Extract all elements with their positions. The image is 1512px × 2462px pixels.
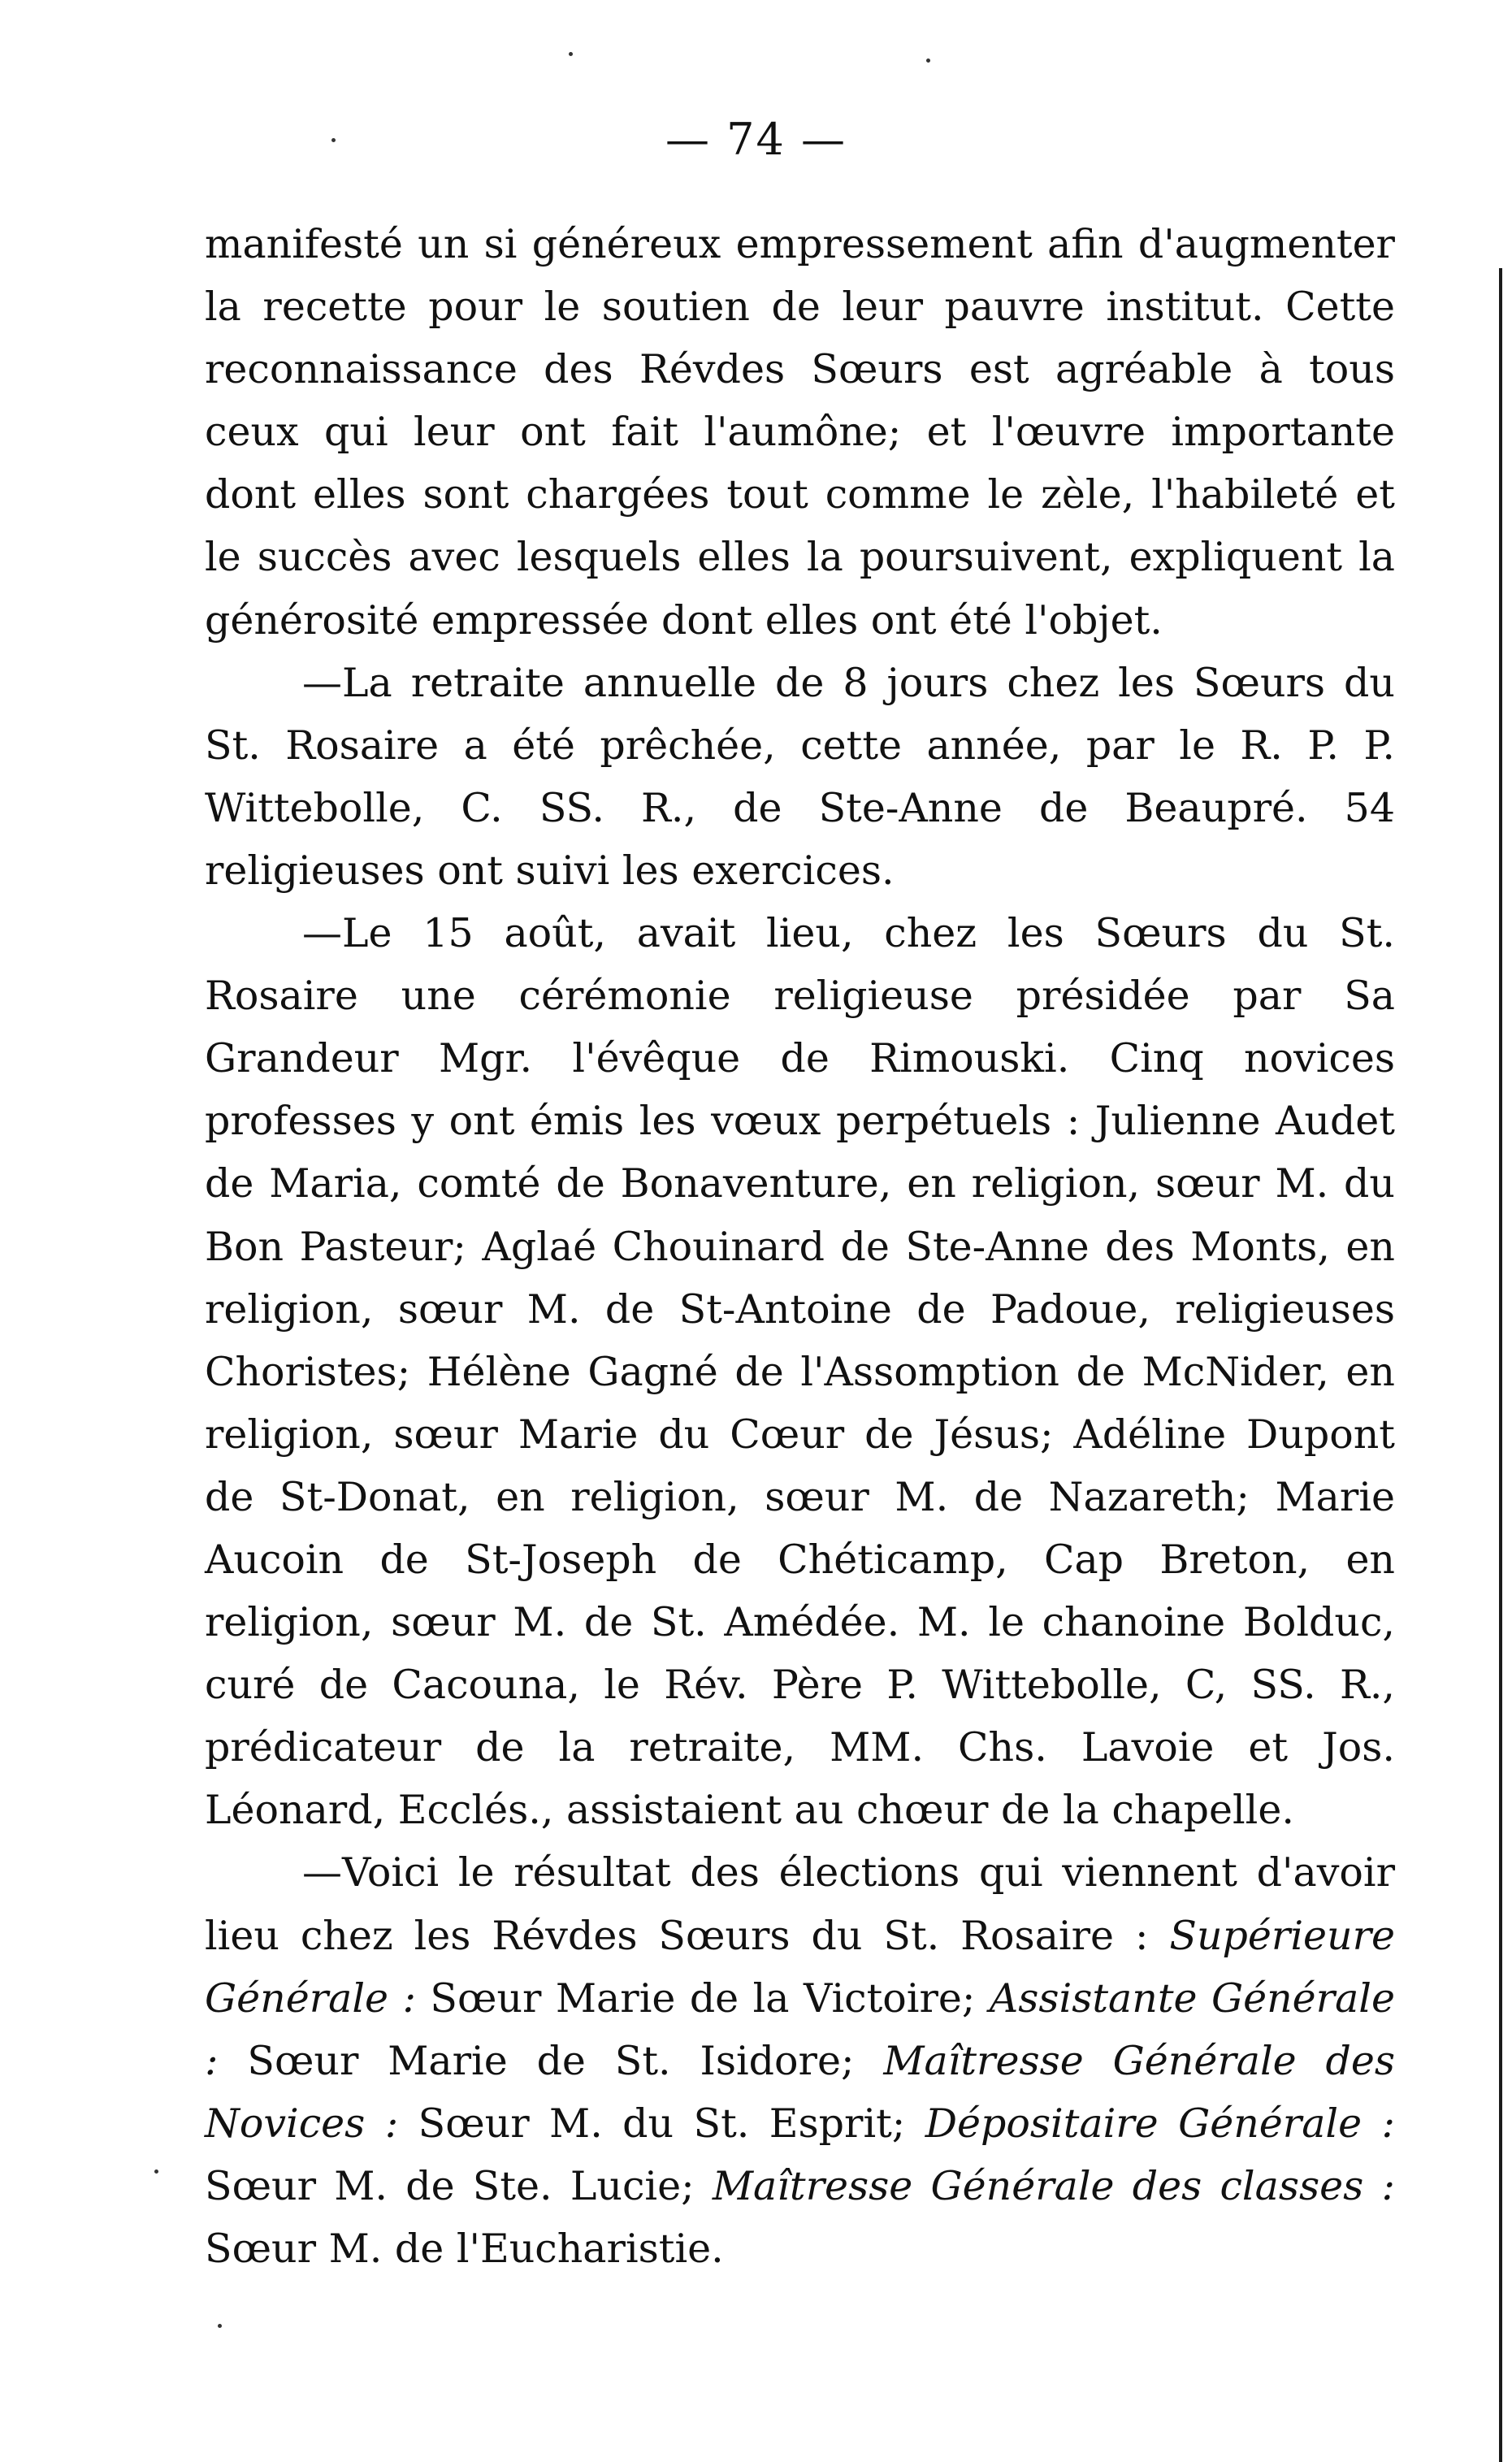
page-number: — 74 —: [665, 114, 847, 165]
title-assistante-generale: Assistante Générale :: [205, 1974, 1395, 2084]
paragraph-4-text: Sœur Marie de St. Isidore;: [218, 2037, 884, 2084]
scan-speck: [569, 52, 573, 56]
paragraph-3-text: —Le 15 août, avait lieu, chez les Sœurs du St. Rosaire une cérémonie religieuse présidée par Sa Grandeur Mgr. l'évêque de Rimouski. Cinq novices professes y ont émis les vœux perpétuels : Julienne Audet de Maria, comté de Bonaventure, en religion, sœur M. du Bon Pasteur; Aglaé Chouinard de Ste-Anne des Monts, en religion, sœur M. de St-Antoine de Padoue, religieuses Choristes; Hélène Gagné de l'Assomption de McNider, en religion, sœur Marie du Cœur de Jésus; Adéline Dupont de St-Donat, en religion, sœur M. de Nazareth; Marie Aucoin de St-Joseph de Chéticamp, Cap Breton, en religion, sœur M. de St. Amédée. M. le chanoine Bolduc, curé de Cacouna, le Rév. Père P. Wittebolle, C, SS. R., prédicateur de la retraite, MM. Chs. Lavoie et Jos. Léonard, Ecclés., assistaient au chœur de la chapelle.: [205, 910, 1395, 1834]
paragraph-2: [205, 652, 1395, 902]
paragraph-4-text: —Voici le résultat des élections qui viennent d'avoir lieu chez les Révdes Sœurs du St. Rosaire :: [205, 1849, 1395, 1959]
paragraph-4-text: Sœur M. du St. Esprit;: [398, 2100, 925, 2147]
paragraph-1: [205, 213, 1395, 652]
title-maitresse-novices: Maîtresse Générale des Novices :: [205, 2037, 1395, 2147]
scan-speck: [154, 2169, 158, 2174]
scan-speck: [218, 2324, 222, 2328]
scan-edge-line: [1499, 268, 1502, 2462]
paragraph-4-text: Sœur Marie de la Victoire;: [415, 1974, 990, 2022]
text-body: [205, 213, 1395, 2280]
title-maitresse-classes: Maîtresse Générale des classes :: [712, 2162, 1395, 2209]
title-superieure-generale: Supérieure Générale :: [205, 1912, 1395, 2022]
paragraph-1-text: manifesté un si généreux empressement afin d'augmenter la recette pour le soutien de leur pauvre institut. Cette reconnaissance des Révdes Sœurs est agréable à tous ceux qui leur ont fait l'aumône; et l'œuvre importante dont elles sont chargées tout comme le zèle, l'habileté et le succès avec lesquels elles la poursuivent, expliquent la générosité empressée dont elles ont été l'objet.: [205, 221, 1395, 644]
title-depositaire-generale: Dépositaire Générale :: [925, 2100, 1395, 2147]
paragraph-4: [205, 1841, 1395, 2280]
scan-speck: [331, 138, 336, 142]
paragraph-4-text: Sœur M. de l'Eucharistie.: [205, 2226, 724, 2272]
paragraph-4-text: Sœur M. de Ste. Lucie;: [205, 2162, 713, 2209]
paragraph-2-text: —La retraite annuelle de 8 jours chez les Sœurs du St. Rosaire a été prêchée, cette année, par le R. P. P. Wittebolle, C. SS. R., de Ste-Anne de Beaupré. 54 religieuses ont suivi les exercices.: [205, 659, 1395, 894]
scan-speck: [926, 59, 930, 63]
paragraph-3: [205, 902, 1395, 1841]
